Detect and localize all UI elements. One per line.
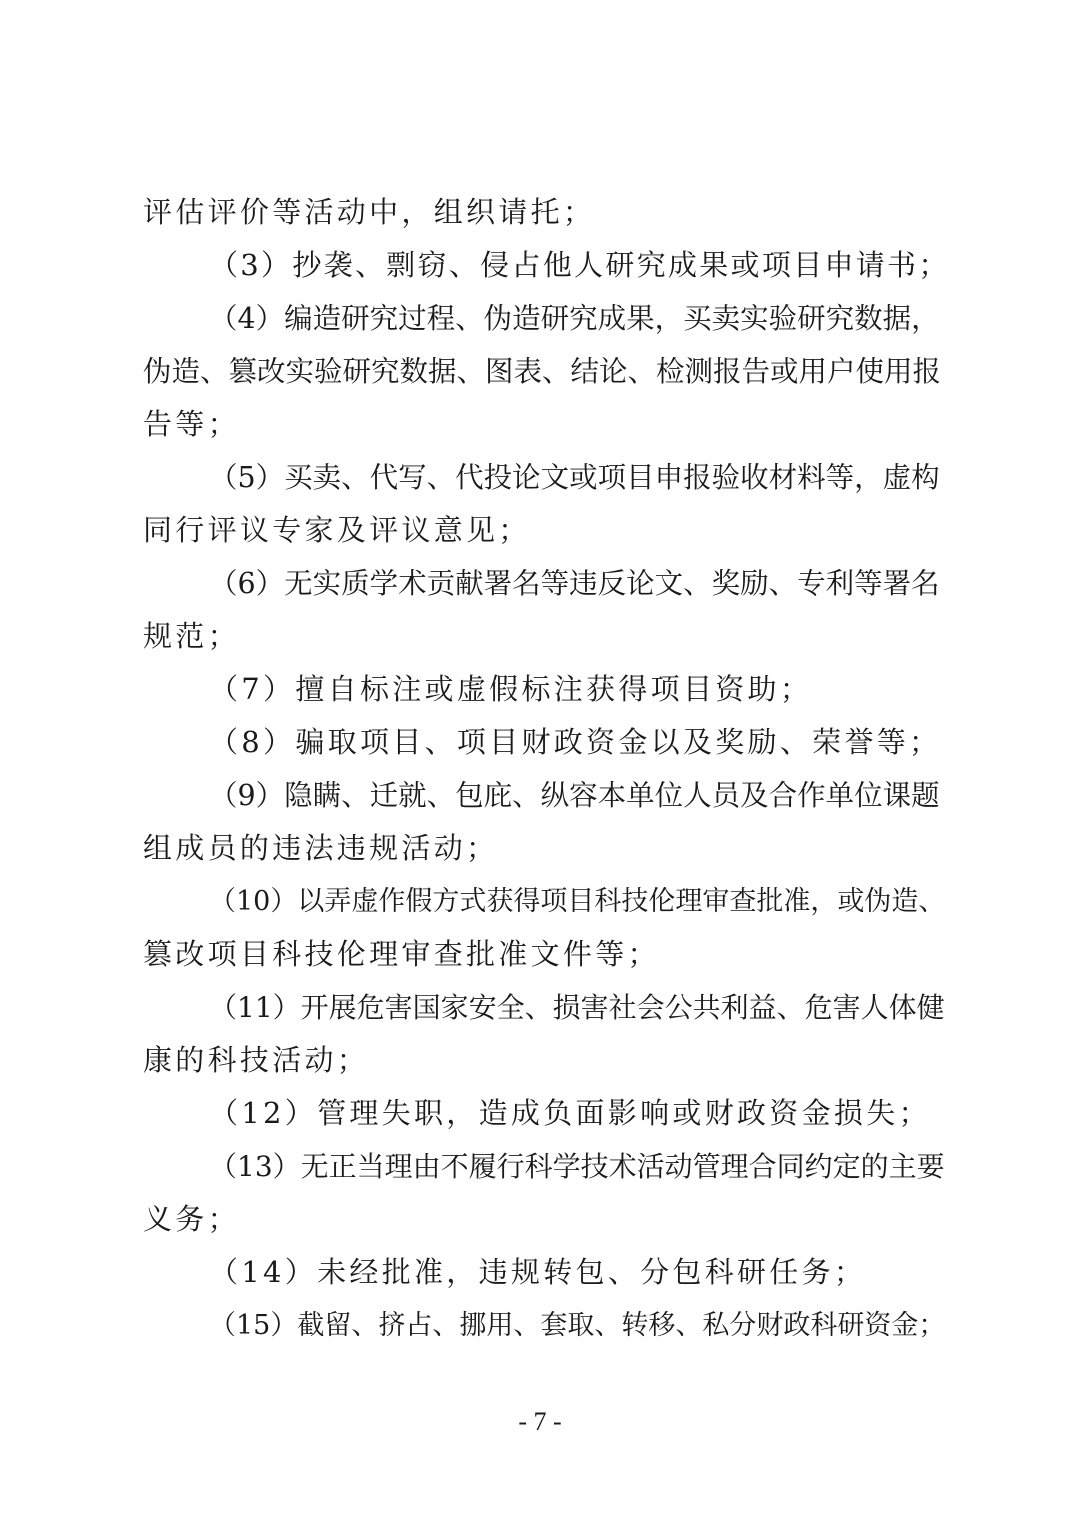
text-line: 康的科技活动；	[143, 1043, 370, 1077]
text-line: （5）买卖、代写、代投论文或项目申报验收材料等，虚构	[209, 461, 940, 494]
text-line: （11）开展危害国家安全、损害社会公共利益、危害人体健	[209, 991, 945, 1024]
text-line: （10）以弄虚作假方式获得项目科技伦理审查批准，或伪造、	[209, 886, 946, 917]
text-line: 同行评议专家及评议意见；	[143, 513, 531, 547]
text-line: 义务；	[143, 1202, 240, 1236]
body-text	[143, 186, 951, 1352]
text-line: 告等；	[143, 407, 240, 441]
text-line: （6）无实质学术贡献署名等违反论文、奖励、专利等署名	[209, 567, 940, 600]
text-line: 评估评价等活动中，组织请托；	[143, 195, 596, 229]
text-line: 伪造、篡改实验研究数据、图表、结论、检测报告或用户使用报	[143, 355, 942, 388]
text-line: （3）抄袭、剽窃、侵占他人研究成果或项目申请书；	[209, 248, 950, 282]
text-line: （4）编造研究过程、伪造研究成果，买卖实验研究数据，	[209, 302, 940, 335]
page-number: - 7 -	[518, 1407, 562, 1436]
text-line: （14）未经批准，违规转包、分包科研任务；	[209, 1255, 867, 1289]
text-line: 规范；	[143, 619, 240, 653]
text-line: （13）无正当理由不履行科学技术活动管理合同约定的主要	[209, 1150, 945, 1183]
text-line: （15）截留、挤占、挪用、套取、转移、私分财政科研资金；	[209, 1310, 946, 1341]
text-line: （7）擅自标注或虚假标注获得项目资助；	[209, 672, 813, 706]
text-line: （9）隐瞒、迁就、包庇、纵容本单位人员及合作单位课题	[209, 779, 940, 812]
text-line: （8）骗取项目、项目财政资金以及奖励、荣誉等；	[209, 725, 942, 759]
text-line: 组成员的违法违规活动；	[143, 831, 499, 865]
text-line: （12）管理失职，造成负面影响或财政资金损失；	[209, 1096, 931, 1130]
text-line: 篡改项目科技伦理审查批准文件等；	[143, 937, 660, 971]
